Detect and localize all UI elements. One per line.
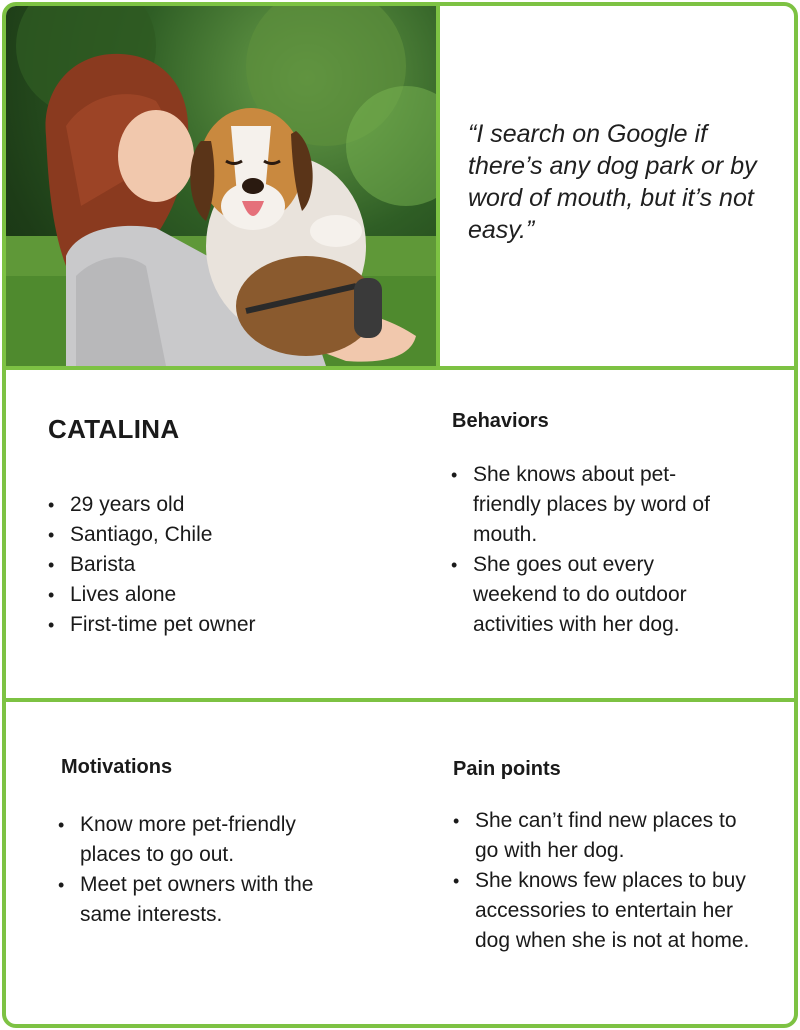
divider-top	[6, 366, 794, 370]
motivations-heading: Motivations	[61, 756, 173, 778]
motivations-list	[58, 810, 348, 930]
list-item: • She can’t find new places to go with her dog.	[453, 806, 753, 866]
persona-name: CATALINA	[48, 414, 180, 444]
persona-card	[2, 2, 798, 1028]
pain-points-list	[453, 806, 753, 956]
pain-points-heading: Pain points	[453, 758, 561, 780]
persona-facts-list	[48, 490, 378, 640]
divider-bottom	[6, 698, 794, 702]
list-item: • First-time pet owner	[48, 610, 378, 640]
list-item: • Santiago, Chile	[48, 520, 378, 550]
list-item: • Meet pet owners with the same interests.	[58, 870, 348, 930]
list-item: • She goes out every weekend to do outdoor activities with her dog.	[451, 550, 741, 640]
list-item: • Know more pet-friendly places to go out.	[58, 810, 348, 870]
list-item: • Barista	[48, 550, 378, 580]
behaviors-list	[451, 460, 741, 640]
persona-photo-illustration	[6, 6, 436, 366]
list-item: • 29 years old	[48, 490, 378, 520]
woman-hugging-dog-photo	[6, 6, 436, 366]
behaviors-heading: Behaviors	[452, 410, 549, 432]
persona-quote: “I search on Google if there’s any dog park or by word of mouth, but it’s not easy.”	[468, 120, 757, 244]
list-item: • She knows few places to buy accessories to entertain her dog when she is not at home.	[453, 866, 753, 956]
list-item: • Lives alone	[48, 580, 378, 610]
divider-vertical	[436, 6, 440, 366]
list-item: • She knows about pet-friendly places by word of mouth.	[451, 460, 741, 550]
